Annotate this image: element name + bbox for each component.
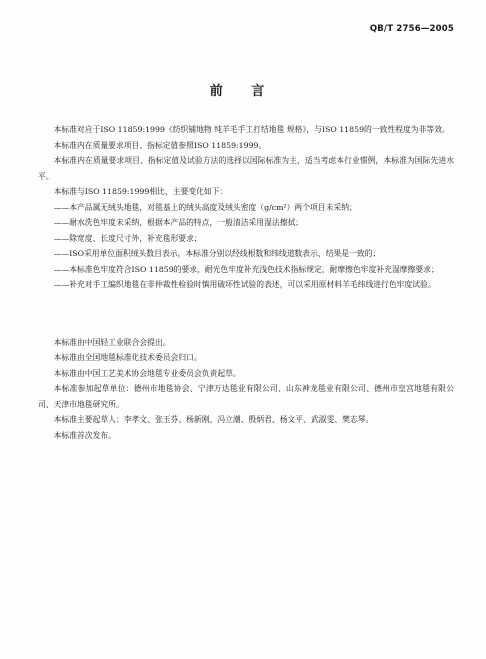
change-item: ——补充对手工编织地毯在非仲裁性检验时慎用破坏性试验的表述，可以采用原材料羊毛纬线进行色牢度试验。 [53, 280, 436, 289]
standard-number: QB/T 2756—2005 [369, 24, 454, 34]
admin-paragraph: 本标准由中国工艺美术协会地毯专业委员会负责起草。 [53, 368, 241, 378]
intro-paragraph: 本标准与ISO 11859:1999相比，主要变化如下： [53, 187, 228, 196]
intro-paragraph: 本标准内在质量要求项目、指标定值及试验方法的选择以国际标准为主，适当考虑本行业惯例，本标准为国际先进水平。 [38, 156, 454, 181]
change-item: ——本标准色牢度符合ISO 11859的要求，耐光色牢度补充浅色技术指标规定，耐摩擦色牢度补充湿摩擦要求； [53, 264, 439, 274]
change-item: ——耐水洗色牢度未采纳，根据本产品的特点，一般清洁采用湿法擦拭； [53, 218, 304, 227]
admin-paragraph: 本标准由中国轻工业联合会提出。 [53, 337, 171, 347]
change-item: ——除宽度、长度尺寸外，补充毯形要求； [53, 233, 202, 243]
foreword-body [38, 122, 454, 443]
admin-paragraph: 本标准首次发布。 [53, 430, 116, 440]
section-gap [38, 293, 454, 335]
admin-paragraph: 本标准由全国地毯标准化技术委员会归口。 [53, 353, 202, 362]
intro-paragraph: 本标准对应于ISO 11859:1999《纺织铺地物 纯羊毛手工打结地毯 规格》，与ISO 11859的一致性程度为非等效。 [53, 125, 450, 134]
admin-paragraph: 本标准主要起草人：李孝文、张玉芬、杨新刚、冯立潮、殷炳君、杨文平、武淑雯、樊志琴。 [53, 415, 374, 424]
admin-paragraph: 本标准参加起草单位：德州市地毯协会、宁津万达毯业有限公司、山东神龙毯业有限公司、德州市皇宫地毯有限公司、天津市地毯研究所。 [38, 384, 454, 409]
change-item: ——本产品属无绒头地毯，对毯基上的绒头高度及绒头密度（g/cm²）两个项目未采纳； [53, 202, 357, 212]
page-title: 前 言 [209, 84, 277, 99]
change-item: ——ISO采用单位面积绒头数目表示，本标准分别以经线根数和纬线道数表示，结果是一致的； [53, 249, 381, 258]
intro-paragraph: 本标准内在质量要求项目、指标定值参照ISO 11859:1999。 [53, 140, 267, 150]
